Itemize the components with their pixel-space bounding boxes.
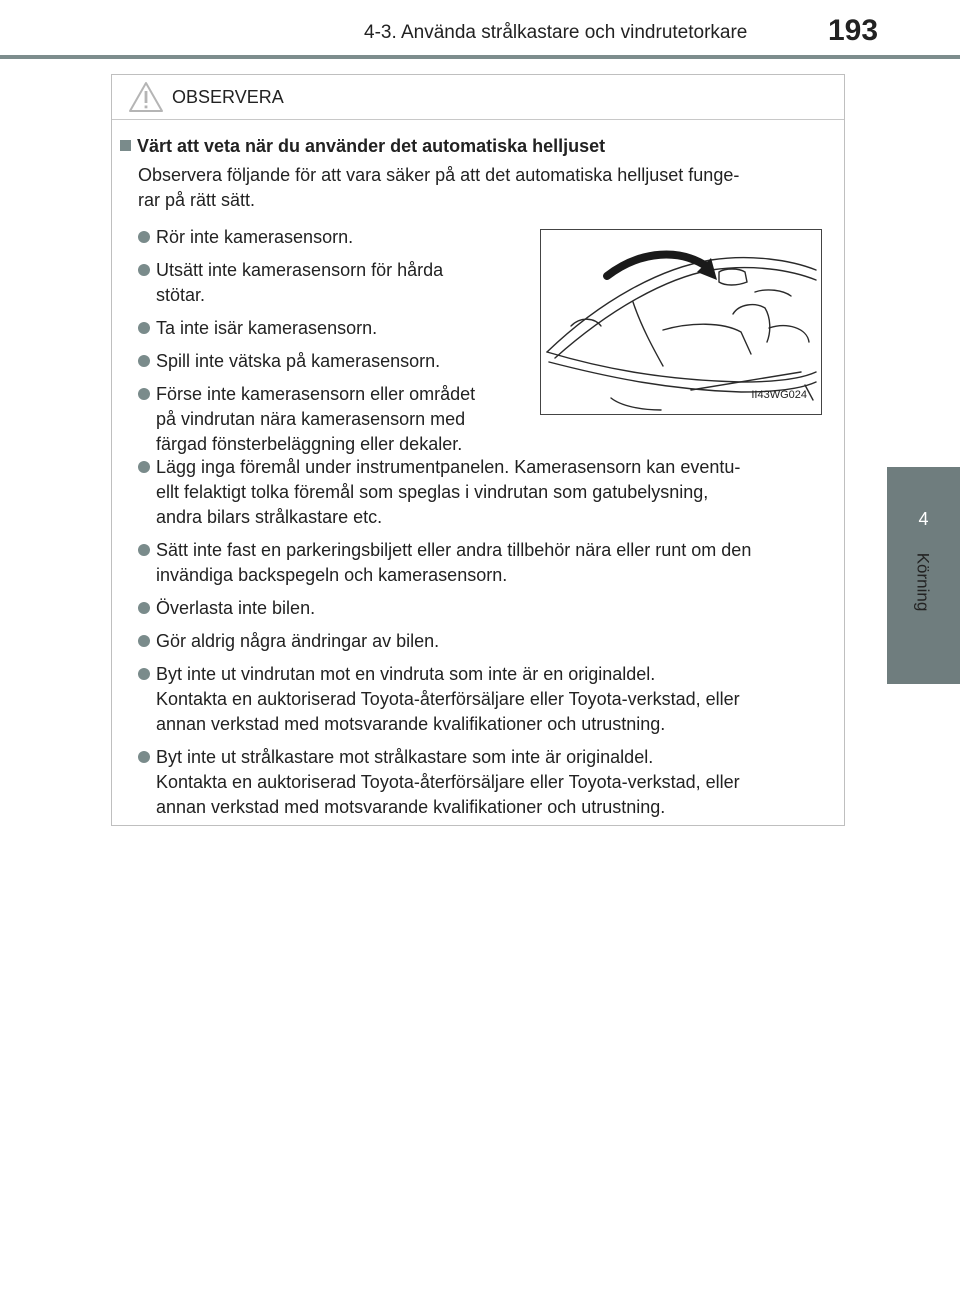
caution-box xyxy=(111,74,845,826)
list-item xyxy=(138,382,520,457)
intro-line: rar på rätt sätt. xyxy=(138,190,256,210)
bullet-list-full-width xyxy=(138,455,838,828)
list-item-line: Byt inte ut strålkastare mot strålkastare som inte är originaldel. xyxy=(156,747,654,767)
list-item xyxy=(138,349,520,374)
list-item xyxy=(138,538,838,588)
windshield-camera-figure xyxy=(540,229,822,415)
list-item-line: Byt inte ut vindrutan mot en vindruta som inte är en originaldel. xyxy=(156,664,656,684)
list-item xyxy=(138,662,838,737)
list-item-line: Gör aldrig några ändringar av bilen. xyxy=(156,631,440,651)
list-item-line: Överlasta inte bilen. xyxy=(156,598,316,618)
list-item xyxy=(138,596,838,621)
list-item xyxy=(138,745,838,820)
section-heading-text: Värt att veta när du använder det automatiska helljuset xyxy=(137,136,606,156)
list-item-line: Förse inte kamerasensorn eller området xyxy=(156,384,476,404)
section-heading xyxy=(120,136,605,157)
caution-header xyxy=(112,75,844,120)
header-title: 4-3. Använda strålkastare och vindrutetorkare xyxy=(364,22,748,43)
list-item-line: på vindrutan nära kamerasensorn med xyxy=(156,409,466,429)
warning-triangle-icon xyxy=(128,81,164,113)
list-item-line: Kontakta en auktoriserad Toyota-återförsäljare eller Toyota-verkstad, eller xyxy=(156,772,740,792)
header-rule xyxy=(0,55,960,59)
list-item-line: Spill inte vätska på kamerasensorn. xyxy=(156,351,441,371)
list-item-line: Sätt inte fast en parkeringsbiljett eller andra tillbehör nära eller runt om den xyxy=(156,540,752,560)
chapter-label: Körning xyxy=(913,552,933,612)
windshield-camera-illustration xyxy=(541,230,821,414)
caution-title: OBSERVERA xyxy=(172,87,284,107)
list-item xyxy=(138,316,520,341)
intro-line: Observera följande för att vara säker på att det automatiska helljuset funge- xyxy=(138,165,740,185)
list-item-line: Utsätt inte kamerasensorn för hårda xyxy=(156,260,444,280)
page-number: 193 xyxy=(828,14,879,47)
list-item-line: annan verkstad med motsvarande kvalifikationer och utrustning. xyxy=(156,797,666,817)
list-item-line: annan verkstad med motsvarande kvalifikationer och utrustning. xyxy=(156,714,666,734)
list-item-line: ellt felaktigt tolka föremål som speglas i vindrutan som gatubelysning, xyxy=(156,482,709,502)
list-item xyxy=(138,629,838,654)
intro-paragraph xyxy=(138,163,830,213)
chapter-number: 4 xyxy=(918,509,929,529)
square-bullet-icon xyxy=(120,140,131,151)
bullet-list-beside-figure xyxy=(138,225,520,465)
list-item-line: Kontakta en auktoriserad Toyota-återförsäljare eller Toyota-verkstad, eller xyxy=(156,689,740,709)
list-item-line: Rör inte kamerasensorn. xyxy=(156,227,354,247)
list-item xyxy=(138,455,838,530)
list-item-line: Lägg inga föremål under instrumentpanelen. Kamerasensorn kan eventu- xyxy=(156,457,741,477)
list-item xyxy=(138,225,520,250)
list-item-line: stötar. xyxy=(156,285,206,305)
list-item-line: invändiga backspegeln och kamerasensorn. xyxy=(156,565,508,585)
list-item-line: färgad fönsterbeläggning eller dekaler. xyxy=(156,434,463,454)
figure-code: II43WG024 xyxy=(751,389,807,401)
list-item-line: andra bilars strålkastare etc. xyxy=(156,507,383,527)
list-item-line: Ta inte isär kamerasensorn. xyxy=(156,318,378,338)
list-item xyxy=(138,258,520,308)
